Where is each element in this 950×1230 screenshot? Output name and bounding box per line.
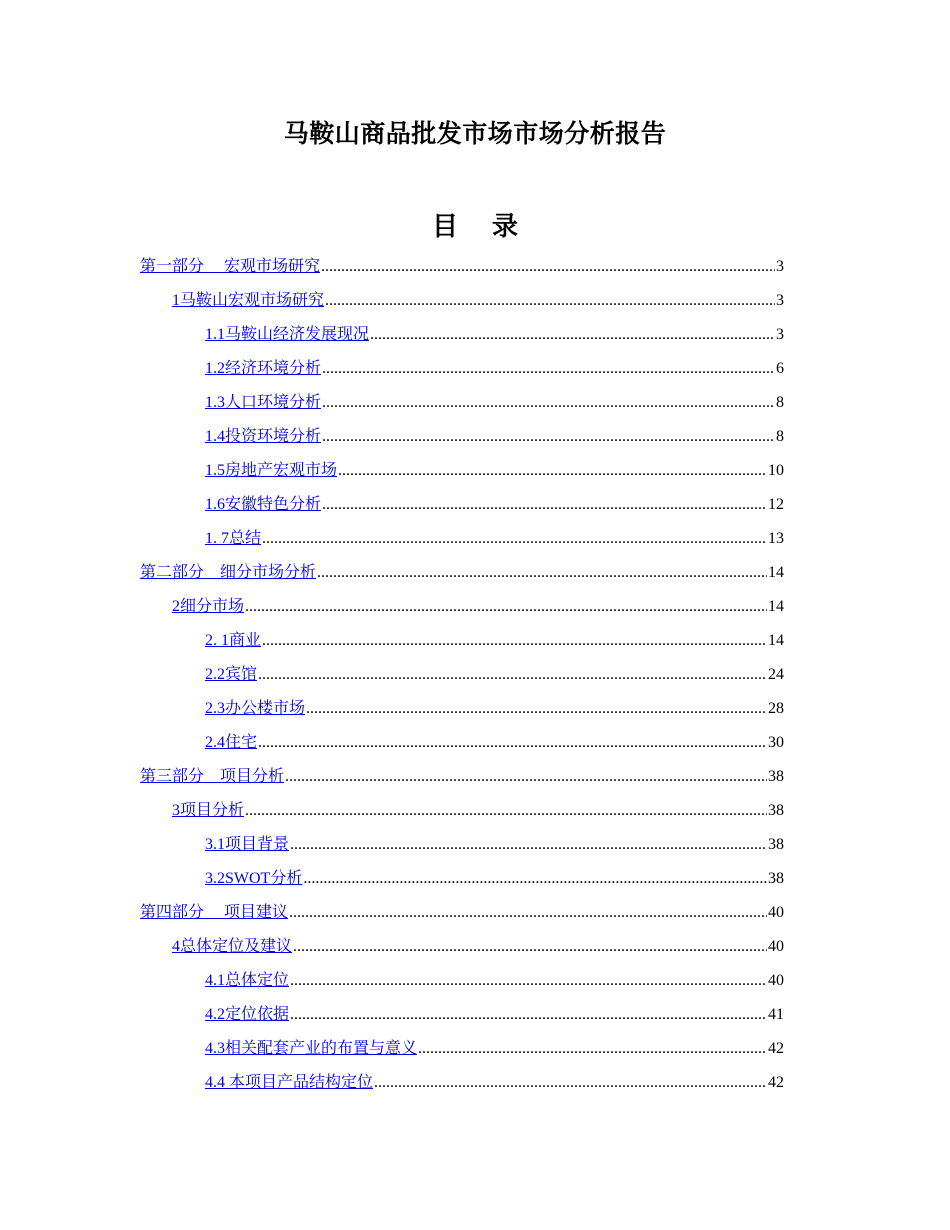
toc-entry-link[interactable]: 4总体定位及建议 xyxy=(172,938,293,955)
toc-entry-link[interactable]: 1马鞍山宏观市场研究 xyxy=(172,292,325,309)
toc-dot-leader xyxy=(303,865,767,893)
toc-entry xyxy=(140,559,784,587)
toc-entry xyxy=(205,491,784,519)
toc-dot-leader xyxy=(370,321,775,349)
toc-dot-leader xyxy=(285,763,767,791)
toc-page-number: 40 xyxy=(768,938,784,955)
toc-page-number: 38 xyxy=(768,870,784,887)
toc-entry xyxy=(205,423,784,451)
toc-page-number: 38 xyxy=(768,836,784,853)
toc-entry-link[interactable]: 4.4 本项目产品结构定位 xyxy=(205,1074,374,1091)
toc-entry-link[interactable]: 1.5房地产宏观市场 xyxy=(205,462,338,479)
toc-entry xyxy=(205,321,784,349)
toc-dot-leader xyxy=(317,559,767,587)
toc-entry xyxy=(172,287,784,315)
toc-entry-link[interactable]: 3.1项目背景 xyxy=(205,836,290,853)
toc-entry xyxy=(205,967,784,995)
toc-page-number: 40 xyxy=(768,904,784,921)
toc-dot-leader xyxy=(418,1035,767,1063)
toc-page-number: 14 xyxy=(768,632,784,649)
toc-page-number: 10 xyxy=(768,462,784,479)
toc-entry-link[interactable]: 第四部分 项目建议 xyxy=(140,904,289,921)
toc-entry-link[interactable]: 第三部分 项目分析 xyxy=(140,768,285,785)
toc-page-number: 28 xyxy=(768,700,784,717)
toc-heading xyxy=(0,206,950,243)
toc-entry xyxy=(205,865,784,893)
toc-dot-leader xyxy=(258,729,767,757)
toc-entry xyxy=(205,1035,784,1063)
toc-page-number: 6 xyxy=(776,360,784,377)
toc-page-number: 42 xyxy=(768,1074,784,1091)
toc-entry xyxy=(205,1069,784,1097)
toc-entry-link[interactable]: 第一部分 宏观市场研究 xyxy=(140,258,321,275)
toc-entry-link[interactable]: 4.2定位依据 xyxy=(205,1006,290,1023)
toc-dot-leader xyxy=(289,899,767,927)
toc-entry xyxy=(205,627,784,655)
document-title: 马鞍山商品批发市场市场分析报告 xyxy=(283,119,667,148)
toc-entry xyxy=(205,525,784,553)
toc-dot-leader xyxy=(325,287,775,315)
toc-entry xyxy=(205,457,784,485)
toc-dot-leader xyxy=(322,423,775,451)
toc-dot-leader xyxy=(290,1001,767,1029)
toc-entry-link[interactable]: 4.1总体定位 xyxy=(205,972,290,989)
toc-dot-leader xyxy=(338,457,767,485)
toc-page-number: 42 xyxy=(768,1040,784,1057)
toc-entry xyxy=(205,389,784,417)
toc-dot-leader xyxy=(374,1069,767,1097)
toc-entry-link[interactable]: 第二部分 细分市场分析 xyxy=(140,564,317,581)
toc-entry xyxy=(140,899,784,927)
toc-entry-link[interactable]: 1.2经济环境分析 xyxy=(205,360,322,377)
toc-heading-char-1: 目 xyxy=(431,212,458,242)
toc-entry xyxy=(172,933,784,961)
toc-entry-link[interactable]: 2. 1商业 xyxy=(205,632,262,649)
toc-heading-char-2: 录 xyxy=(492,212,519,242)
toc-page-number: 38 xyxy=(768,802,784,819)
toc-entry xyxy=(140,763,784,791)
toc-page-number: 8 xyxy=(776,394,784,411)
toc-entry xyxy=(205,661,784,689)
toc-page-number: 3 xyxy=(776,326,784,343)
toc-dot-leader xyxy=(245,593,767,621)
toc-entry xyxy=(140,253,784,281)
toc-entry xyxy=(172,593,784,621)
toc-dot-leader xyxy=(306,695,767,723)
toc-dot-leader xyxy=(322,491,767,519)
toc-entry xyxy=(205,729,784,757)
toc-dot-leader xyxy=(262,525,767,553)
toc-dot-leader xyxy=(322,355,775,383)
toc-entry xyxy=(205,355,784,383)
toc-dot-leader xyxy=(321,253,775,281)
toc-dot-leader xyxy=(258,661,767,689)
toc-page-number: 14 xyxy=(768,598,784,615)
toc-dot-leader xyxy=(322,389,775,417)
toc-dot-leader xyxy=(245,797,767,825)
toc-entry-link[interactable]: 2.3办公楼市场 xyxy=(205,700,306,717)
toc-page-number: 3 xyxy=(776,292,784,309)
toc-dot-leader xyxy=(293,933,767,961)
toc-dot-leader xyxy=(262,627,767,655)
toc-dot-leader xyxy=(290,831,767,859)
toc-entry-link[interactable]: 2细分市场 xyxy=(172,598,245,615)
toc-entry-link[interactable]: 4.3相关配套产业的布置与意义 xyxy=(205,1040,418,1057)
toc-entry-link[interactable]: 3.2SWOT分析 xyxy=(205,870,303,887)
toc-page-number: 40 xyxy=(768,972,784,989)
toc-page-number: 3 xyxy=(776,258,784,275)
toc-page-number: 38 xyxy=(768,768,784,785)
toc-page-number: 30 xyxy=(768,734,784,751)
toc-entry xyxy=(205,695,784,723)
toc-entry xyxy=(205,1001,784,1029)
toc-entry-link[interactable]: 3项目分析 xyxy=(172,802,245,819)
toc-page-number: 8 xyxy=(776,428,784,445)
toc-page-number: 41 xyxy=(768,1006,784,1023)
toc-entry-link[interactable]: 2.4住宅 xyxy=(205,734,258,751)
toc-entry-link[interactable]: 1.6安徽特色分析 xyxy=(205,496,322,513)
toc-entry-link[interactable]: 1. 7总结 xyxy=(205,530,262,547)
toc-page-number: 12 xyxy=(768,496,784,513)
toc-entry xyxy=(172,797,784,825)
toc-entry xyxy=(205,831,784,859)
toc-entry-link[interactable]: 1.1马鞍山经济发展现况 xyxy=(205,326,370,343)
toc-page-number: 24 xyxy=(768,666,784,683)
toc-page-number: 14 xyxy=(768,564,784,581)
toc-page-number: 13 xyxy=(768,530,784,547)
toc-entry-link[interactable]: 1.3人口环境分析 xyxy=(205,394,322,411)
toc-dot-leader xyxy=(290,967,767,995)
toc-entry-link[interactable]: 1.4投资环境分析 xyxy=(205,428,322,445)
toc-entry-link[interactable]: 2.2宾馆 xyxy=(205,666,258,683)
